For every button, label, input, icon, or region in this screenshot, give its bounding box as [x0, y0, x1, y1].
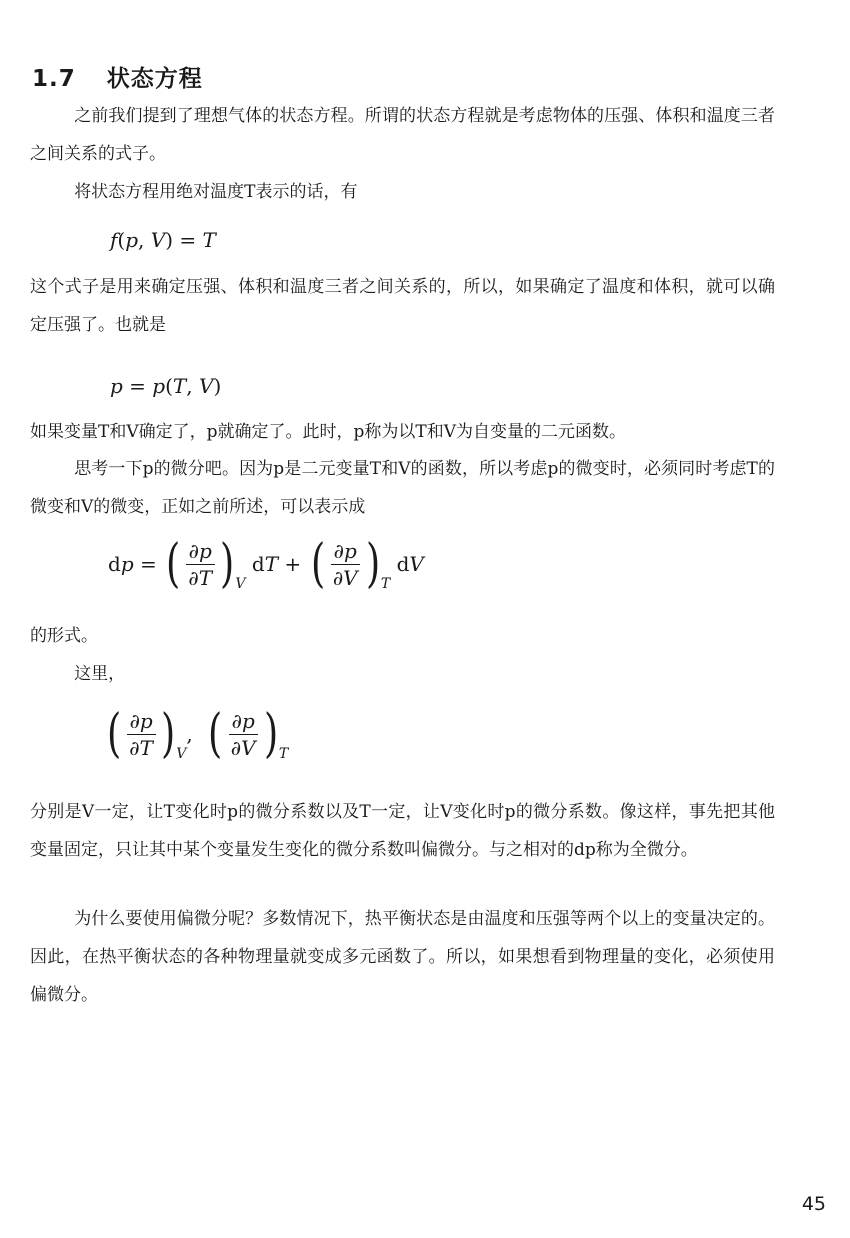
section-title: 状态方程 — [106, 66, 203, 92]
equation-partial-derivatives: ( $\frac{\partial p}{\partial T}$ ) V , ( $\frac{\partial p}{\partial V}$ ) T — [107, 704, 289, 764]
section-number: 1.7 — [32, 66, 76, 92]
paragraph-1: 之前我们提到了理想气体的状态方程。所谓的状态方程就是考虑物体的压强、体积和温度三者之间关系的式子。 — [30, 106, 775, 164]
section-heading — [32, 60, 203, 93]
paragraph-3: 这个式子是用来确定压强、体积和温度三者之间关系的，所以，如果确定了温度和体积，就可以确定压强了。也就是 — [30, 277, 775, 335]
paragraph-8: 分别是V一定，让T变化时p的微分系数以及T一定，让V变化时p的微分系数。像这样，事先把其他变量固定，只让其中某个变量发生变化的微分系数叫偏微分。与之相对的dp称为全微分。 — [30, 802, 775, 860]
equation-text: f(p, V) = T — [110, 228, 216, 252]
equation-pressure-function — [110, 374, 221, 398]
equation-text: p = p(T, V) — [110, 374, 222, 398]
paragraph-7: 这里， — [74, 664, 126, 684]
equation-state-function — [110, 228, 216, 252]
paragraph-9: 为什么要使用偏微分呢？多数情况下，热平衡状态是由温度和压强等两个以上的变量决定的。因此，在热平衡状态的各种物理量就变成多元函数了。所以，如果想看到物理量的变化，必须使用偏微分。 — [30, 909, 775, 1005]
page-number: 45 — [801, 1193, 826, 1215]
paragraph-5: 思考一下p的微分吧。因为p是二元变量T和V的函数，所以考虑p的微变时，必须同时考虑T的微变和V的微变，正如之前所述，可以表示成 — [30, 459, 775, 517]
paragraph-2: 将状态方程用绝对温度T表示的话，有 — [74, 182, 358, 202]
paragraph-4: 如果变量T和V确定了，p就确定了。此时，p称为以T和V为自变量的二元函数。 — [30, 422, 626, 442]
paragraph-6: 的形式。 — [30, 626, 98, 646]
equation-total-differential: dp = ( $\frac{\partial p}{\partial T}$ ) V dT + ( $\frac{\partial p}{\partial V}$ ) T dV — [108, 534, 424, 594]
